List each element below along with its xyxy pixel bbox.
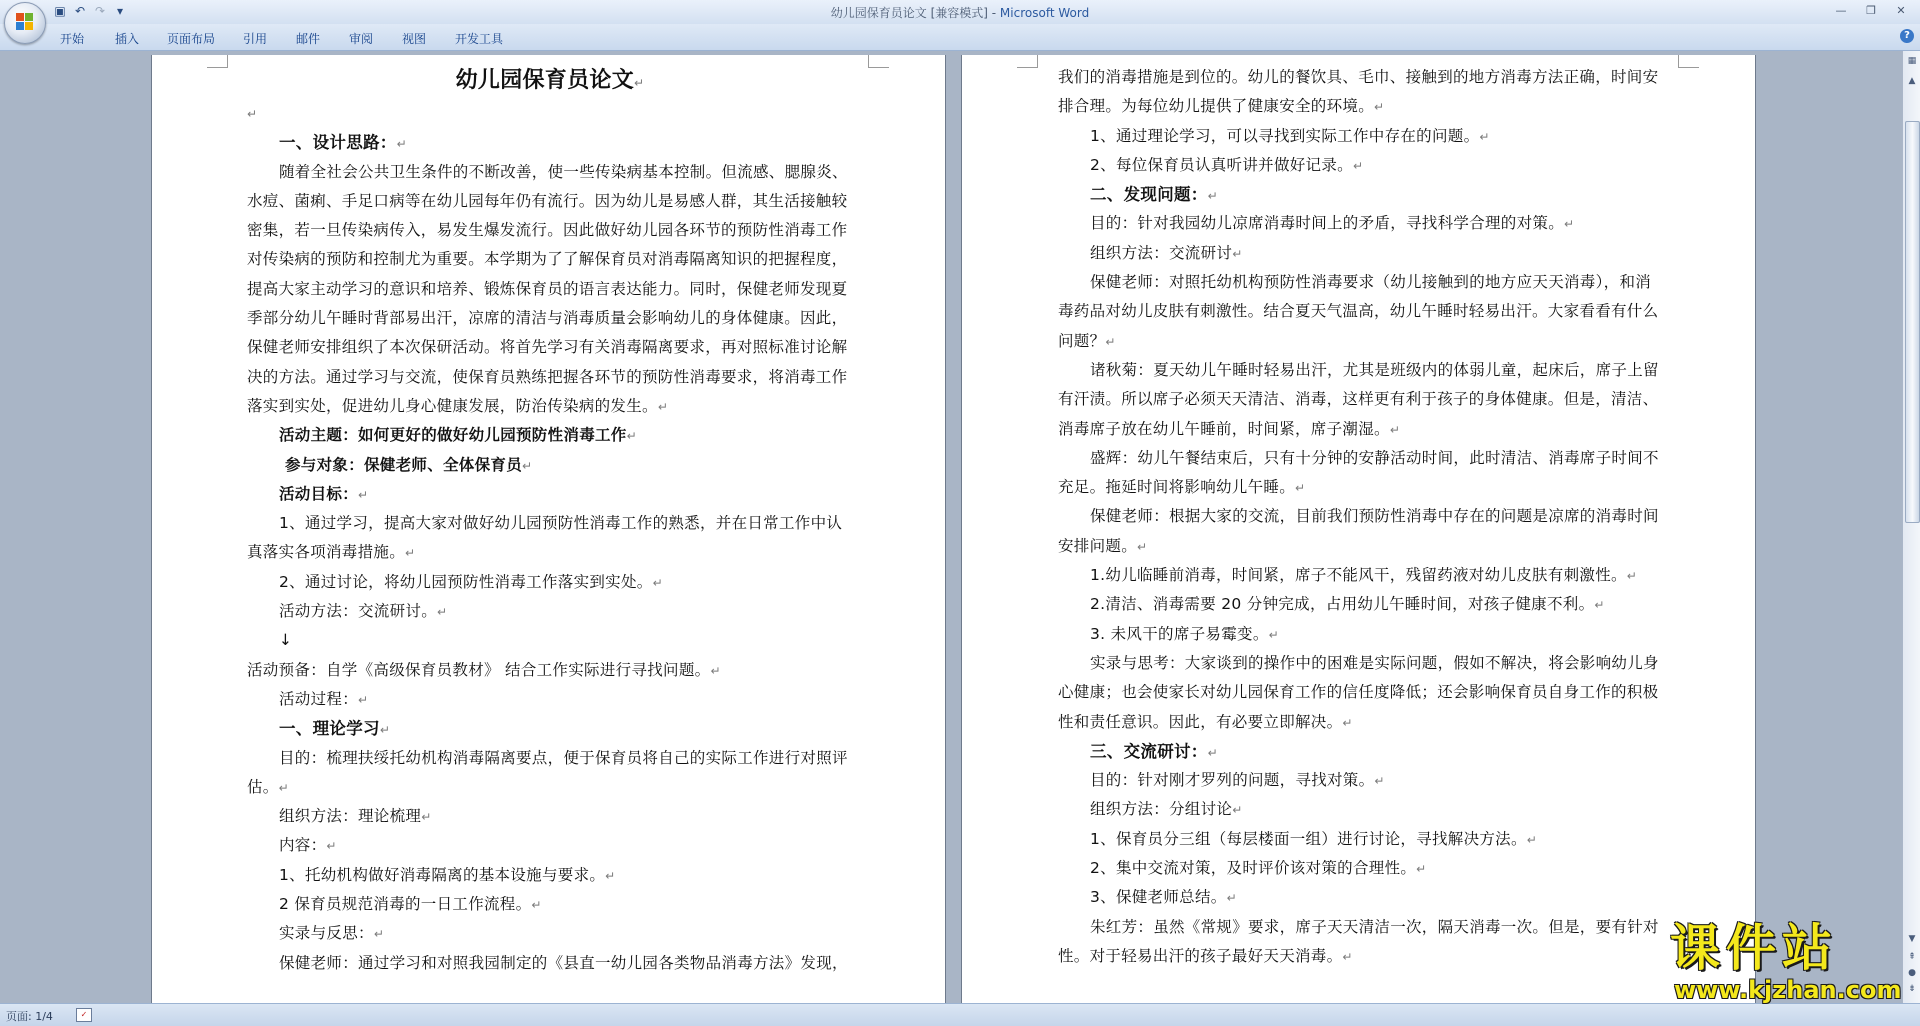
title-bar [0, 0, 1920, 24]
paragraph-line: 目的：梳理扶绥托幼机构消毒隔离要点，便于保育员将自己的实际工作进行对照评 [279, 748, 848, 767]
paragraph-line: 季部分幼儿午睡时背部易出汗，凉席的清洁与消毒质量会影响幼儿的身体健康。因此， [247, 309, 848, 328]
paragraph-line: 毒药品对幼儿皮肤有刺激性。结合夏天气温高，幼儿午睡时轻易出汗。大家看看有什么 [1058, 302, 1659, 321]
paragraph-line: 1.幼儿临睡前消毒，时间紧，席子不能风干，残留药液对幼儿皮肤有刺激性。 ↵ [1058, 561, 1664, 590]
section-heading: 一、理论学习 ↵ [247, 714, 853, 743]
document-page-1[interactable] [152, 55, 945, 1003]
crop-mark [1678, 55, 1699, 68]
tab-references[interactable]: 引用 [243, 32, 268, 46]
status-bar [0, 1003, 1920, 1026]
paragraph-line: 水痘、菌痢、手足口病等在幼儿园每年仍有流行。因为幼儿是易感人群，其生活接触较 [247, 191, 848, 210]
window-controls [1826, 2, 1916, 20]
paragraph-line: 性和责任意识。因此，有必要立即解决。 ↵ [1058, 708, 1664, 737]
tab-view[interactable]: 视图 [402, 32, 427, 46]
document-title: 幼儿园保育员论文 [兼容模式] - [830, 6, 1000, 20]
ruler-toggle-icon[interactable]: ▦ [1907, 56, 1917, 66]
paragraph-line: 朱红芳：虽然《常规》要求，席子天天清洁一次，隔天消毒一次。但是，要有针对 [1090, 917, 1659, 936]
paragraph-line: 有汗渍。所以席子必须天天清洁、消毒，这样更有利于孩子的身体健康。但是，清洁、 [1058, 390, 1659, 409]
tab-mailings[interactable]: 邮件 [296, 32, 321, 46]
office-button[interactable] [4, 2, 46, 44]
paragraph-line: 提高大家主动学习的意识和培养、锻炼保育员的语言表达能力。同时，保健老师发现夏 [247, 279, 848, 298]
next-page-icon[interactable]: ⇟ [1908, 984, 1916, 994]
ribbon-tabs [0, 24, 1920, 51]
paragraph-line: 2.清洁、消毒需要 20 分钟完成，占用幼儿午睡时间，对孩子健康不利。 ↵ [1058, 590, 1664, 619]
paragraph-line: 目的：针对刚才罗列的问题，寻找对策。 ↵ [1058, 766, 1664, 795]
paragraph-line: 1、通过学习，提高大家对做好幼儿园预防性消毒工作的熟悉，并在日常工作中认 [279, 514, 843, 533]
paragraph-line: 安排问题。 ↵ [1058, 532, 1664, 561]
scroll-down-icon[interactable]: ▼ [1908, 934, 1916, 944]
close-icon[interactable]: ✕ [1896, 4, 1906, 17]
paragraph-line: 保健老师：根据大家的交流，目前我们预防性消毒中存在的问题是凉席的消毒时间 [1090, 507, 1659, 526]
crop-mark [868, 55, 889, 68]
window-title [0, 4, 1920, 21]
undo-icon[interactable]: ↶ [74, 4, 86, 18]
customize-qat-icon[interactable]: ▾ [116, 4, 124, 18]
redo-icon[interactable]: ↷ [94, 4, 106, 18]
paragraph-line: 活动预备：自学《高级保育员教材》 结合工作实际进行寻找问题。 ↵ [247, 656, 853, 685]
proofing-status-icon[interactable]: ✓ [76, 1008, 92, 1022]
paragraph-line: 性。对于轻易出汗的孩子最好天天消毒。 ↵ [1058, 942, 1664, 971]
paragraph-line: 盛辉：幼儿午餐结束后，只有十分钟的安静活动时间，此时清洁、消毒席子时间不 [1090, 448, 1659, 467]
paragraph-line: 实录与反思： ↵ [247, 919, 853, 948]
paragraph-line: 3、保健老师总结。 ↵ [1058, 883, 1664, 912]
crop-mark [1017, 55, 1038, 68]
section-heading: 一、设计思路： ↵ [247, 128, 853, 157]
page-count[interactable]: 页面: 1/4 [6, 1010, 53, 1023]
paragraph-line: 随着全社会公共卫生条件的不断改善，使一些传染病基本控制。但流感、腮腺炎、 [279, 162, 848, 181]
watermark-name: 课件站 [1670, 919, 1838, 977]
paragraph-line: 3. 未风干的席子易霉变。 ↵ [1058, 620, 1664, 649]
paragraph-line: 心健康；也会使家长对幼儿园保育工作的信任度降低；还会影响保育员自身工作的积极 [1058, 683, 1659, 702]
paragraph-line: 内容： ↵ [247, 831, 853, 860]
paragraph-line: ↓ [279, 631, 293, 650]
paragraph-line: 密集，若一旦传染病传入，易发生爆发流行。因此做好幼儿园各环节的预防性消毒工作 [247, 221, 848, 240]
browse-object-icon[interactable]: ● [1908, 968, 1916, 978]
paragraph-line: 问题？ ↵ [1058, 327, 1664, 356]
paragraph-line: 消毒席子放在幼儿午睡前，时间紧，席子潮湿。 ↵ [1058, 415, 1664, 444]
tab-review[interactable]: 审阅 [349, 32, 374, 46]
tab-page-layout[interactable]: 页面布局 [167, 32, 216, 46]
paragraph-line: 2 保育员规范消毒的一日工作流程。 ↵ [247, 890, 853, 919]
document-page-2[interactable] [962, 55, 1755, 1003]
activity-theme: 活动主题：如何更好的做好幼儿园预防性消毒工作 ↵ [247, 421, 853, 450]
scroll-up-icon[interactable]: ▲ [1908, 76, 1916, 86]
participants: 参与对象：保健老师、全体保育员 ↵ [247, 451, 853, 480]
paragraph-line: 充足。拖延时间将影响幼儿午睡。 ↵ [1058, 473, 1664, 502]
vertical-scrollbar[interactable] [1902, 51, 1920, 1003]
paragraph-line: 真落实各项消毒措施。 ↵ [247, 538, 853, 567]
paragraph-line: 1、托幼机构做好消毒隔离的基本设施与要求。 ↵ [247, 861, 853, 890]
watermark-url: www.kjzhan.com [1674, 976, 1902, 1004]
paragraph-line: 组织方法：交流研讨 ↵ [1058, 239, 1664, 268]
paragraph-line: 2、集中交流对策，及时评价该对策的合理性。 ↵ [1058, 854, 1664, 883]
previous-page-icon[interactable]: ⇞ [1908, 952, 1916, 962]
app-name: Microsoft Word [999, 6, 1090, 20]
tab-home[interactable]: 开始 [60, 32, 85, 46]
paragraph-line: 诸秋菊：夏天幼儿午睡时轻易出汗，尤其是班级内的体弱儿童，起床后，席子上留 [1090, 360, 1659, 379]
paragraph-line: 活动过程： ↵ [247, 685, 853, 714]
office-logo-icon [16, 13, 34, 31]
paragraph-line: 排合理。为每位幼儿提供了健康安全的环境。 ↵ [1058, 92, 1664, 121]
document-workspace[interactable] [0, 51, 1902, 1003]
tab-developer[interactable]: 开发工具 [455, 32, 504, 46]
paragraph-line: 保健老师：对照托幼机构预防性消毒要求（幼儿接触到的地方应天天消毒），和消 [1090, 273, 1652, 292]
document-heading: 幼儿园保育员论文 ↵ [247, 63, 853, 99]
paragraph-line: 实录与思考：大家谈到的操作中的困难是实际问题，假如不解决，将会影响幼儿身 [1090, 653, 1659, 672]
paragraph-line: 保健老师：通过学习和对照我园制定的《县直一幼儿园各类物品消毒方法》发现， [279, 953, 848, 972]
paragraph-line [247, 99, 853, 128]
paragraph-line: 保健老师安排组织了本次保研活动。将首先学习有关消毒隔离要求，再对照标准讨论解 [247, 338, 848, 357]
paragraph-line: 1、通过理论学习，可以寻找到实际工作中存在的问题。 ↵ [1058, 122, 1664, 151]
paragraph-line: 目的：针对我园幼儿凉席消毒时间上的矛盾，寻找科学合理的对策。 ↵ [1058, 209, 1664, 238]
paragraph-line: 对传染病的预防和控制尤为重要。本学期为了了解保育员对消毒隔离知识的把握程度， [247, 250, 848, 269]
paragraph-line: 活动方法：交流研讨。 ↵ [247, 597, 853, 626]
paragraph-line: 2、每位保育员认真听讲并做好记录。 ↵ [1058, 151, 1664, 180]
save-icon[interactable]: ▣ [54, 4, 66, 18]
paragraph-line: 我们的消毒措施是到位的。幼儿的餐饮具、毛巾、接触到的地方消毒方法正确，时间安 [1058, 68, 1659, 86]
paragraph-line: 组织方法：分组讨论 ↵ [1058, 795, 1664, 824]
restore-icon[interactable]: ❐ [1866, 4, 1876, 17]
paragraph-line: 2、通过讨论，将幼儿园预防性消毒工作落实到实处。 ↵ [247, 568, 853, 597]
page-1-text[interactable] [247, 63, 853, 978]
minimize-icon[interactable]: — [1835, 4, 1847, 17]
paragraph-line: 落实到实处，促进幼儿身心健康发展，防治传染病的发生。 ↵ [247, 392, 853, 421]
tab-insert[interactable]: 插入 [115, 32, 140, 46]
paragraph-line: 组织方法：理论梳理 ↵ [247, 802, 853, 831]
scrollbar-thumb[interactable] [1905, 121, 1920, 523]
site-watermark [1670, 920, 1910, 1010]
section-heading: 三、交流研讨： ↵ [1058, 737, 1664, 766]
paragraph-line: 1、保育员分三组（每层楼面一组）进行讨论，寻找解决方法。 ↵ [1058, 825, 1664, 854]
paragraph-line: 决的方法。通过学习与交流，使保育员熟练把握各环节的预防性消毒要求，将消毒工作 [247, 367, 848, 386]
activity-goals-label: 活动目标： ↵ [247, 480, 853, 509]
section-heading: 二、发现问题： ↵ [1058, 180, 1664, 209]
help-icon[interactable]: ? [1900, 29, 1914, 43]
paragraph-line: 估。 ↵ [247, 773, 853, 802]
page-2-text[interactable] [1058, 63, 1664, 971]
crop-mark [207, 55, 228, 68]
